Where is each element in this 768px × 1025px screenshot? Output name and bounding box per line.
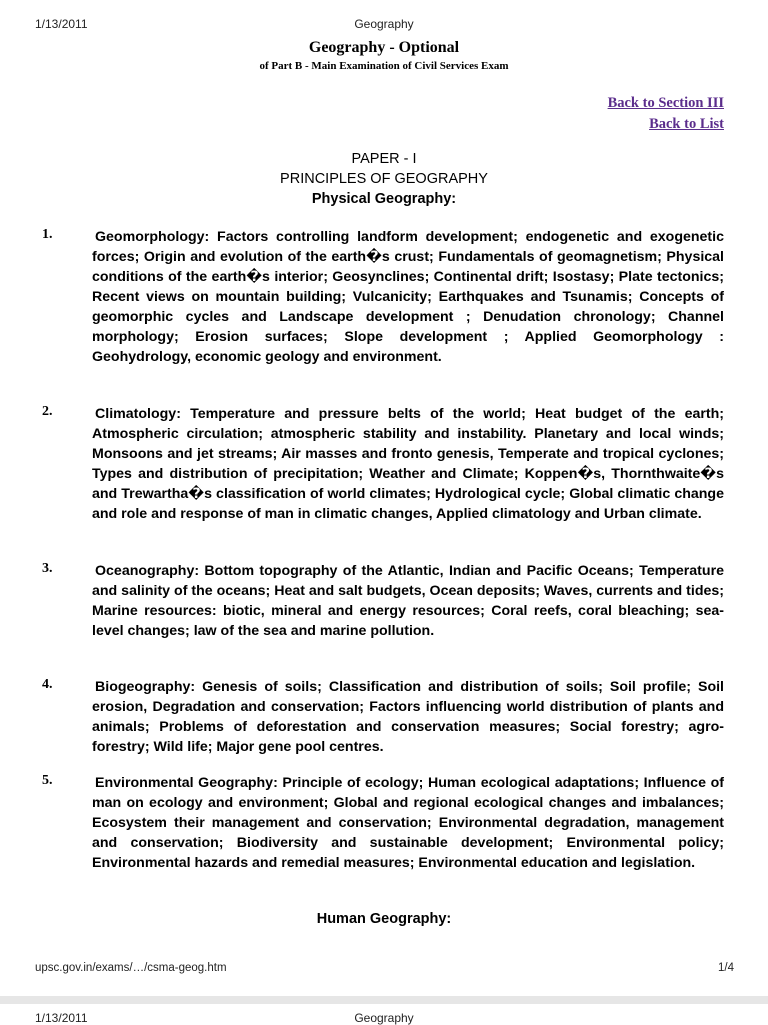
item-number: 4.: [42, 677, 53, 692]
back-to-list-link[interactable]: Back to List: [649, 116, 724, 132]
item-text: Climatology: Temperature and pressure belts of the world; Heat budget of the earth; Atmospheric circulation; atmospheric stability and instability. Planetary and local winds; Monsoons and jet streams; Air masses and fronto genesis, Temperate and tropical cyclones; Types and distribution of precipitation; Weather and Climate; Koppen�s, Thornthwaite�s and Trewartha�s classification of world climates; Hydrological cycle; Global climatic change and role and response of man in climatic changes, Applied climatology and Urban climate.: [92, 406, 724, 522]
paper-name: PRINCIPLES OF GEOGRAPHY: [280, 171, 488, 187]
item-text: Oceanography: Bottom topography of the Atlantic, Indian and Pacific Oceans; Temperature and salinity of the oceans; Heat and salt budgets, Ocean deposits; Waves, currents and tides; Marine resources: biotic, mineral and energy resources; Coral reefs, coral bleaching; sea-level changes; law of the sea and marine pollution.: [92, 563, 724, 639]
item-text: Biogeography: Genesis of soils; Classification and distribution of soils; Soil profile; Soil erosion, Degradation and conservation; Factors influencing world distribution of plants and animals; Problems of deforestation and conservation measures; Social forestry; agro-forestry; Wild life; Major gene pool centres.: [92, 679, 724, 755]
back-to-section-link[interactable]: Back to Section III: [607, 95, 724, 111]
list-item: [42, 677, 724, 757]
section-heading: Physical Geography:: [311, 191, 457, 207]
header-date: 1/13/2011: [35, 17, 88, 31]
item-number: 1.: [42, 227, 53, 242]
next-section-heading: Human Geography:: [316, 911, 452, 927]
page-subtitle: of Part B - Main Examination of Civil Services Exam: [259, 60, 509, 72]
footer-url: upsc.gov.in/exams/…/csma-geog.htm: [35, 962, 227, 974]
page-title: Geography - Optional: [308, 39, 460, 56]
next-page-header-title: Geography: [354, 1011, 414, 1025]
list-item: [42, 773, 724, 873]
item-number: 5.: [42, 773, 53, 788]
footer-page-number: 1/4: [718, 962, 734, 974]
item-text: Geomorphology: Factors controlling landform development; endogenetic and exogenetic forces; Origin and evolution of the earth�s crust; Fundamentals of geomagnetism; Physical conditions of the earth�s interior; Geosynclines; Continental drift; Isostasy; Plate tectonics; Recent views on mountain building; Vulcanicity; Earthquakes and Tsunamis; Concepts of geomorphic cycles and Landscape development ; Denudation chronology; Channel morphology; Erosion surfaces; Slope development ; Applied Geomorphology : Geohydrology, economic geology and environment.: [92, 229, 724, 365]
paper-number: PAPER - I: [351, 151, 417, 167]
list-item: [42, 227, 724, 367]
item-text: Environmental Geography: Principle of ecology; Human ecological adaptations; Influence of man on ecology and environment; Global and regional ecological changes and imbalances; Ecosystem their management and conservation; Environmental degradation, management and conservation; Biodiversity and sustainable development; Environmental policy; Environmental hazards and remedial measures; Environmental education and legislation.: [92, 775, 724, 871]
header-title: Geography: [354, 17, 414, 31]
item-number: 3.: [42, 561, 53, 576]
list-item: [42, 404, 724, 524]
item-number: 2.: [42, 404, 53, 419]
next-page-header-date: 1/13/2011: [35, 1011, 88, 1025]
page-divider: [0, 996, 768, 1004]
list-item: [42, 561, 724, 641]
